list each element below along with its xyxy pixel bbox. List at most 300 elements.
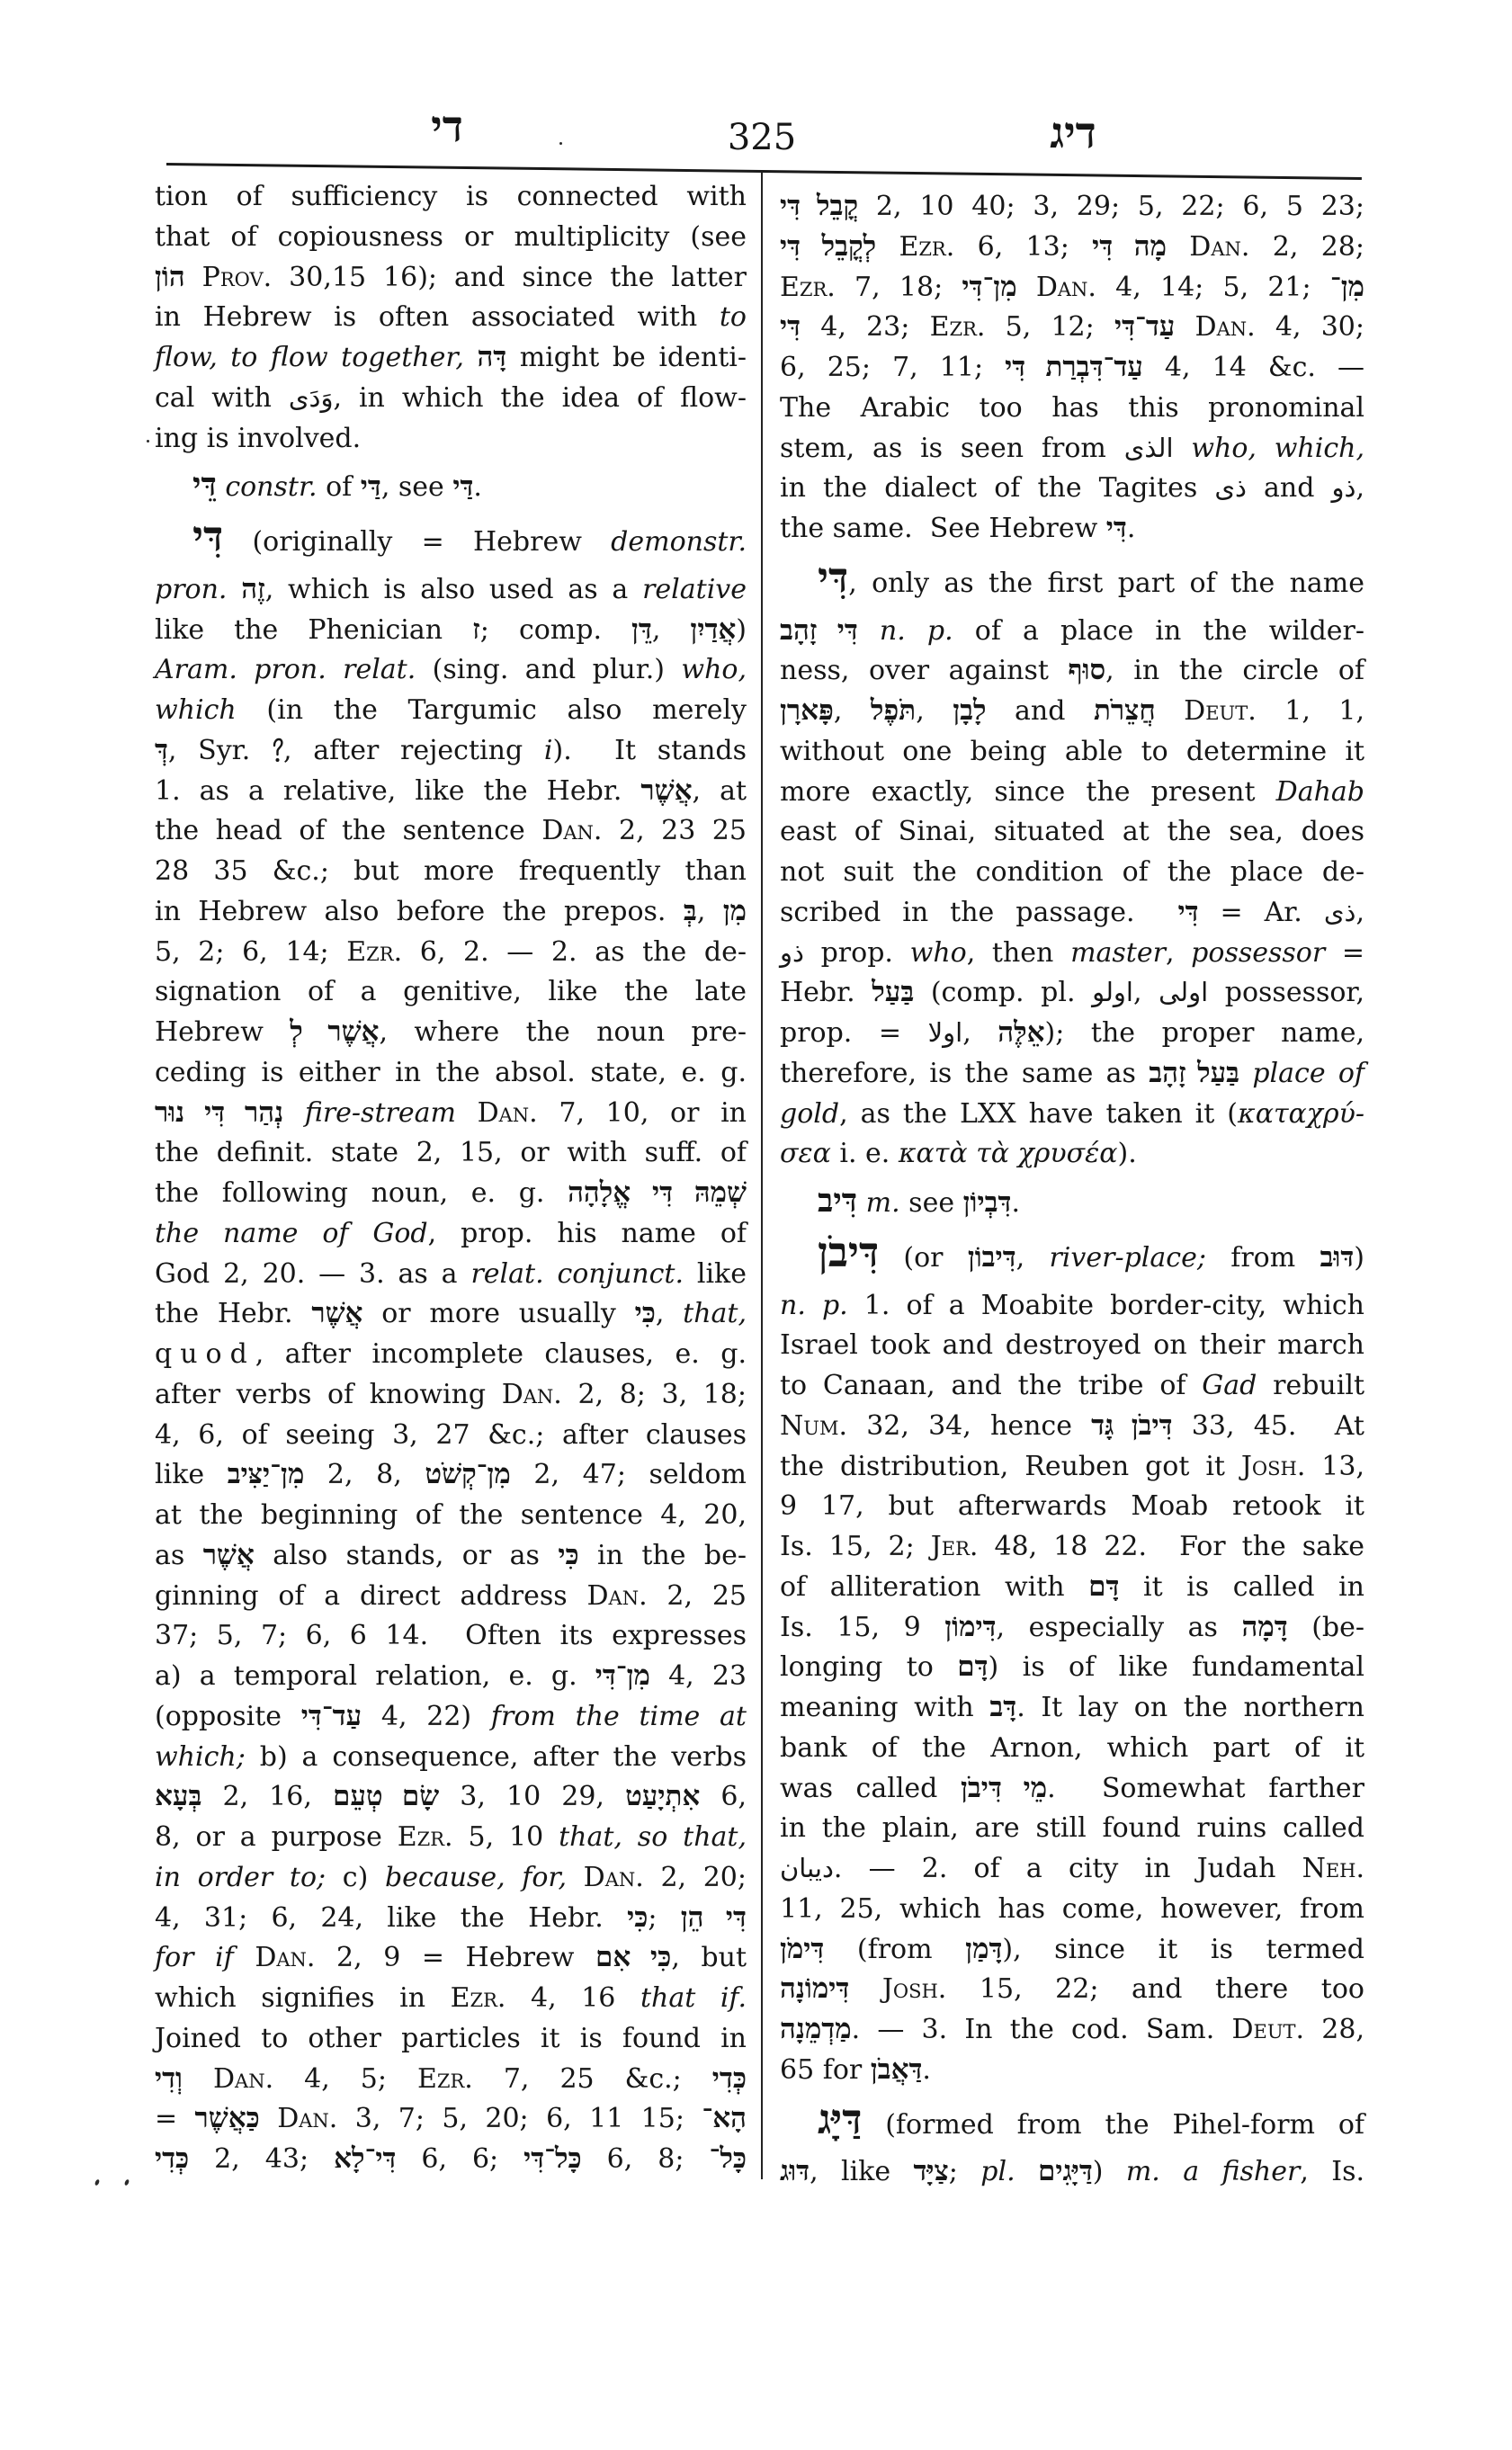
- hebrew-word: עַד־דִּי: [300, 1699, 362, 1731]
- text-line: [780, 1568, 1364, 1608]
- italic-text: pron.: [155, 573, 228, 605]
- text-line: [155, 2019, 747, 2060]
- hebrew-word: כְּדִי: [711, 2061, 747, 2094]
- text-run: . — 3. In the cod. Sam.: [851, 2014, 1232, 2046]
- book-reference: Ezr.: [346, 935, 403, 968]
- headword: דֵּי: [192, 467, 217, 504]
- text-line: [155, 1294, 747, 1335]
- text-run: the definit. state 2, 15, or with suff. of: [155, 1137, 747, 1169]
- hebrew-word: דִּי: [1105, 512, 1127, 544]
- line-content: [780, 973, 1364, 1014]
- text-run: God 2, 20. — 3. as a: [155, 1257, 471, 1290]
- text-run: east of Sinai, situated at the sea, does: [780, 816, 1364, 848]
- hebrew-word: דָּמַן: [965, 1932, 1003, 1964]
- text-run: not suit the condition of the place de-: [780, 856, 1364, 889]
- hebrew-word: דִּבְיוֹן: [962, 1186, 1012, 1219]
- text-line: [155, 1335, 747, 1375]
- text-line: [780, 1447, 1364, 1488]
- italic-text: which;: [155, 1740, 246, 1773]
- text-run: 4, 14 &c. —: [1142, 352, 1365, 384]
- text-run: like: [684, 1257, 747, 1290]
- italic-text: who, which,: [1191, 432, 1364, 464]
- line-content: [780, 651, 1364, 692]
- text-run: see: [899, 1187, 963, 1220]
- line-content: [780, 612, 1364, 652]
- line-content: [780, 389, 1364, 429]
- text-run: [283, 1097, 305, 1129]
- line-content: [155, 177, 747, 218]
- text-run: (opposite: [155, 1700, 301, 1732]
- arabic-word: اولا: [927, 1017, 963, 1049]
- line-content: [192, 514, 747, 563]
- italic-text: from the time at: [490, 1700, 747, 1732]
- text-run: , in which the idea of flow-: [333, 381, 747, 414]
- line-content: [155, 1616, 747, 1657]
- line-content: [155, 972, 747, 1013]
- text-run: in the dialect of the Tagites: [780, 472, 1215, 505]
- text-line: [155, 892, 747, 933]
- line-content: [155, 731, 747, 772]
- text-line: [155, 611, 747, 651]
- italic-text: m.: [865, 1187, 900, 1220]
- line-content: [155, 1536, 747, 1577]
- text-line: [780, 2051, 1364, 2091]
- italic-text: Dahab: [1275, 775, 1364, 808]
- italic-text: in order to;: [155, 1861, 327, 1893]
- line-content: [780, 692, 1364, 732]
- text-run: ): [1092, 2156, 1126, 2188]
- line-content: [780, 1648, 1364, 1688]
- line-content: [780, 1407, 1364, 1447]
- hebrew-word: דִּימוֹן: [944, 1610, 997, 1642]
- text-line: [780, 1648, 1364, 1688]
- hebrew-word: דִּי־לָא: [334, 2142, 397, 2175]
- line-content: [155, 1294, 747, 1335]
- book-reference: Dan.: [586, 1579, 648, 1612]
- text-run: Is. 15, 9: [780, 1611, 945, 1643]
- text-line: [155, 1455, 747, 1496]
- text-run: in the be-: [578, 1539, 747, 1571]
- line-content: [780, 1809, 1364, 1849]
- text-line: [155, 1697, 747, 1738]
- line-content: [780, 469, 1364, 509]
- text-line: [780, 2010, 1364, 2051]
- text-run: also stands, or as: [254, 1539, 559, 1571]
- text-line: [780, 1688, 1364, 1729]
- text-run: .: [1126, 513, 1136, 545]
- italic-text: possessor: [1191, 936, 1326, 969]
- text-line: [155, 772, 747, 812]
- text-run: signation of a genitive, like the late: [155, 976, 747, 1008]
- scan-speck: [94, 2178, 101, 2186]
- line-content: [780, 1487, 1364, 1527]
- text-run: , Is.: [1300, 2156, 1365, 2188]
- book-reference: Ezr.: [780, 271, 836, 303]
- text-run: [567, 1862, 584, 1893]
- line-content: [780, 348, 1364, 389]
- line-content: [780, 187, 1364, 228]
- book-reference: Josh.: [881, 1973, 947, 2006]
- hebrew-word: אֲשֶׁר: [202, 1538, 255, 1570]
- text-run: 4, 14; 5, 21;: [1096, 271, 1330, 303]
- text-line: [780, 1769, 1364, 1810]
- text-run: (sing. and plur.): [416, 654, 682, 686]
- text-run: prop. =: [780, 1017, 928, 1050]
- line-content: [155, 1899, 747, 1939]
- hebrew-word: אֲדַיִן: [690, 612, 737, 645]
- column-right: [780, 187, 1364, 2193]
- hebrew-word: כִּי: [627, 1900, 649, 1933]
- text-line: [155, 2060, 747, 2100]
- text-run: 11, 25, which has come, however, from: [780, 1892, 1364, 1925]
- text-run: 6, 13;: [954, 230, 1093, 263]
- text-run: ): [736, 613, 747, 646]
- italic-text: river-place;: [1049, 1241, 1206, 1274]
- book-reference: Deut.: [1231, 2014, 1305, 2046]
- text-line: [780, 1286, 1364, 1327]
- hebrew-word: בַּעַל: [872, 976, 915, 1008]
- headword: דִּי: [192, 514, 224, 560]
- text-run: . — 2. of a city in Judah: [833, 1853, 1302, 1885]
- text-run: 3, 7; 5, 20; 6, 11 15;: [337, 2103, 702, 2135]
- greek-word: σεα: [780, 1138, 831, 1170]
- hebrew-word: מִן־דִּי: [962, 270, 1017, 302]
- book-reference: Josh.: [1240, 1450, 1306, 1482]
- italic-text: m. a fisher: [1125, 2156, 1301, 2188]
- text-line: [780, 1095, 1364, 1135]
- line-content: [780, 1890, 1364, 1930]
- text-run: Is. 15, 2;: [780, 1531, 931, 1563]
- text-line: [780, 893, 1364, 934]
- text-run: ); the proper name,: [1044, 1017, 1364, 1050]
- hebrew-word: הוֹן: [155, 260, 185, 292]
- text-run: (in the Targumic also merely: [236, 694, 747, 727]
- line-content: [818, 1229, 1364, 1279]
- text-run: [858, 615, 880, 647]
- text-run: 7, 18;: [835, 271, 962, 303]
- hebrew-word: שְׁמֵהּ דִּי אֱלָהָה: [568, 1176, 747, 1209]
- text-run: ,: [916, 695, 953, 728]
- book-reference: Ezr.: [450, 1982, 506, 2015]
- italic-text: demonstr.: [611, 526, 747, 559]
- hebrew-word: דָּם: [1088, 1569, 1120, 1602]
- text-run: [227, 574, 241, 605]
- line-content: [780, 1054, 1364, 1095]
- text-run: [1015, 2156, 1038, 2187]
- text-run: 7, 10, or in: [537, 1096, 747, 1129]
- text-line: [155, 1536, 747, 1577]
- text-run: ,: [1015, 1241, 1050, 1274]
- text-run: (be-: [1287, 1611, 1364, 1643]
- text-run: from: [1205, 1241, 1320, 1274]
- text-line: [780, 1890, 1364, 1930]
- text-run: 2, 8,: [304, 1459, 425, 1491]
- text-run: a) a temporal relation, e. g.: [155, 1660, 595, 1693]
- line-content: [780, 1568, 1364, 1608]
- text-line: [780, 2096, 1364, 2153]
- line-content: [818, 554, 1364, 604]
- text-line: [780, 732, 1364, 773]
- text-line: [780, 1849, 1364, 1890]
- line-content: [155, 1416, 747, 1456]
- text-run: , Syr.: [167, 734, 272, 766]
- hebrew-word: כַּאֲשֶׁר: [194, 2102, 260, 2134]
- text-run: [183, 2063, 213, 2095]
- text-run: 5, 12;: [985, 311, 1114, 344]
- text-line: [780, 651, 1364, 692]
- text-run: bank of the Arnon, which part of it: [780, 1731, 1364, 1764]
- italic-text: who: [909, 936, 967, 969]
- text-run: like: [155, 1459, 228, 1491]
- text-run: ,: [833, 695, 871, 728]
- text-run: ,: [1165, 936, 1192, 969]
- text-run: 6, 2. — 2. as the de-: [402, 935, 747, 968]
- text-run: 9 17, but afterwards Moab retook it: [780, 1490, 1364, 1523]
- line-content: [155, 258, 747, 299]
- syriac-dalath-icon: [272, 738, 283, 765]
- text-line: [155, 379, 747, 419]
- hebrew-word: נְהַר דִּי נוּר: [155, 1095, 284, 1128]
- text-run: [1167, 231, 1189, 263]
- hebrew-word: אִתְיָעַט: [625, 1780, 701, 1812]
- scan-speck: [124, 2178, 130, 2186]
- text-line: [155, 811, 747, 852]
- hebrew-word: דִּי זָהָב: [780, 613, 858, 646]
- text-run: , especially as: [996, 1611, 1242, 1643]
- text-line: [780, 612, 1364, 652]
- text-line: [780, 429, 1364, 469]
- text-line: [780, 1014, 1364, 1054]
- line-content: [780, 1366, 1364, 1407]
- text-line: [780, 268, 1364, 308]
- arabic-word: ذو: [1331, 472, 1356, 504]
- book-reference: Ezr.: [899, 230, 955, 263]
- text-line: [155, 218, 747, 258]
- line-content: [192, 468, 482, 508]
- arabic-word: ديبان: [780, 1853, 834, 1884]
- italic-text: to: [719, 301, 747, 334]
- text-line: [780, 1527, 1364, 1568]
- line-content: [155, 1697, 747, 1738]
- text-run: longing to: [780, 1651, 958, 1684]
- text-run: ,: [696, 895, 723, 927]
- text-run: 30,15 16); and since the latter: [272, 261, 747, 293]
- text-run: of a place in the wilder-: [953, 614, 1364, 647]
- text-run: as: [155, 1539, 203, 1571]
- text-line: [155, 1255, 747, 1295]
- hebrew-word: דֵּן: [631, 612, 652, 645]
- text-run: , after incomplete clauses, e. g.: [255, 1338, 747, 1371]
- text-line: [155, 1938, 747, 1979]
- italic-text: that if.: [640, 1982, 747, 2015]
- italic-text: constr.: [225, 471, 318, 504]
- text-line: [780, 1608, 1364, 1649]
- text-run: 4, 6, of seeing 3, 27 &c.; after clauses: [155, 1418, 747, 1451]
- hebrew-word: פָּארָן: [780, 694, 834, 727]
- hebrew-word: שָׂם טְעֵם: [332, 1780, 440, 1812]
- text-run: 6, 25; 7, 11;: [780, 352, 1006, 384]
- text-run: , prop. his name of: [427, 1217, 747, 1249]
- spaced-text: quod: [155, 1338, 255, 1371]
- text-run: ) is of like fundamental: [988, 1651, 1364, 1684]
- line-content: [155, 1979, 747, 2019]
- line-content: [155, 379, 747, 419]
- text-run: [1239, 1058, 1252, 1089]
- text-run: like the Phenician: [155, 613, 473, 646]
- text-line: [155, 2099, 747, 2140]
- line-content: [155, 650, 747, 691]
- text-run: it is called in: [1119, 1570, 1364, 1603]
- book-reference: Ezr.: [416, 2062, 473, 2095]
- line-content: [818, 2096, 1364, 2146]
- text-run: and: [1246, 472, 1332, 505]
- text-line: [155, 258, 747, 299]
- text-line: [780, 469, 1364, 509]
- line-content: [155, 811, 747, 852]
- text-line: [780, 554, 1364, 612]
- text-run: (formed from the Pihel-form of: [862, 2108, 1364, 2141]
- text-run: ). It stands: [552, 734, 747, 766]
- text-run: . Somewhat farther: [1047, 1772, 1364, 1804]
- line-content: [155, 1214, 747, 1255]
- text-line: [155, 1053, 747, 1094]
- text-run: , as the LXX have taken it (: [839, 1097, 1239, 1130]
- line-content: [155, 1133, 747, 1174]
- italic-text: which: [155, 694, 237, 727]
- line-content: [780, 1688, 1364, 1729]
- text-run: (originally = Hebrew: [223, 526, 612, 559]
- text-line: [155, 972, 747, 1013]
- book-reference: Dan.: [1035, 271, 1096, 303]
- text-run: 2, 28;: [1249, 230, 1364, 263]
- text-line: [155, 2140, 747, 2180]
- text-run: 6,: [700, 1781, 747, 1813]
- text-run: [217, 471, 226, 503]
- text-line: [155, 514, 747, 570]
- text-line: [155, 1858, 747, 1899]
- text-run: i. e.: [830, 1138, 899, 1170]
- text-line: [155, 338, 747, 379]
- text-line: [155, 731, 747, 772]
- text-run: ): [1354, 1241, 1364, 1274]
- line-content: [155, 1938, 747, 1979]
- text-run: in Hebrew is often associated with: [155, 301, 720, 334]
- hebrew-word: סוּף: [1068, 654, 1106, 686]
- text-run: 28,: [1304, 2014, 1364, 2046]
- text-line: [155, 1133, 747, 1174]
- hebrew-word: דִּימֹן: [780, 1932, 825, 1964]
- hebrew-word: מִן־קְשֹׁט: [425, 1458, 511, 1490]
- italic-text: who,: [681, 654, 747, 686]
- text-line: [155, 650, 747, 691]
- text-line: [780, 1930, 1364, 1971]
- text-line: [780, 187, 1364, 228]
- book-reference: Dan.: [213, 2062, 274, 2095]
- text-run: 4, 22): [362, 1700, 491, 1732]
- line-content: [780, 1970, 1364, 2010]
- text-run: . It lay on the northern: [1016, 1692, 1364, 1724]
- text-run: , then: [966, 936, 1071, 969]
- text-run: 4, 23: [649, 1660, 747, 1693]
- text-line: [780, 773, 1364, 813]
- text-run: 7, 25 &c.;: [472, 2062, 712, 2095]
- italic-text: relat. conjunct.: [470, 1257, 684, 1290]
- hebrew-word: הָא־: [702, 2102, 747, 2134]
- hebrew-word: כְּדִי: [155, 2142, 190, 2175]
- text-run: , see: [380, 471, 453, 504]
- hebrew-word: זֶה: [241, 572, 265, 604]
- text-line: [155, 298, 747, 338]
- italic-text: fire-stream: [304, 1096, 456, 1129]
- text-run: 6, 8;: [581, 2143, 710, 2176]
- line-content: [780, 1134, 1137, 1175]
- text-line: [155, 177, 747, 218]
- italic-text: the name of God: [155, 1217, 428, 1249]
- text-line: [780, 1729, 1364, 1769]
- text-run: 2, 23 25: [602, 815, 747, 847]
- hebrew-word: דָּב: [989, 1691, 1017, 1723]
- hebrew-word: צַיָּד: [913, 2155, 949, 2187]
- text-line: [155, 1174, 747, 1214]
- text-line: [155, 570, 747, 611]
- arabic-word: اولى: [1159, 977, 1209, 1008]
- text-run: of alliteration with: [780, 1570, 1089, 1603]
- text-line: [155, 1777, 747, 1818]
- hebrew-word: לָבָן: [953, 694, 987, 727]
- hebrew-word: כִּי: [634, 1297, 656, 1329]
- hebrew-word: מִן־יַצִּיב: [227, 1458, 305, 1490]
- text-line: [780, 1487, 1364, 1527]
- text-run: in the plain, are still found ruins called: [780, 1812, 1364, 1845]
- line-content: [155, 892, 747, 933]
- text-run: at the beginning of the sentence 4, 20,: [155, 1499, 747, 1532]
- text-line: [155, 1738, 747, 1778]
- hebrew-word: דַּאֲבֹן: [870, 2052, 923, 2085]
- line-content: [155, 611, 747, 651]
- hebrew-word: דִּיבוֹן: [967, 1240, 1016, 1273]
- text-line: [155, 691, 747, 731]
- line-content: [780, 812, 1364, 853]
- hebrew-word: דַּי: [360, 470, 381, 503]
- text-run: , but: [671, 1942, 747, 1974]
- text-line: [780, 348, 1364, 389]
- line-content: [155, 691, 747, 731]
- text-run: , at: [692, 774, 747, 807]
- text-run: 3, 10 29,: [439, 1781, 626, 1813]
- text-run: which signifies in: [155, 1982, 451, 2015]
- text-run: therefore, is the same as: [780, 1057, 1150, 1089]
- text-line: [155, 1616, 747, 1657]
- text-run: tion of sufficiency is connected with: [155, 181, 747, 213]
- text-run: [456, 1097, 478, 1129]
- hebrew-word: דָּם: [957, 1650, 989, 1683]
- text-run: 2, 43;: [189, 2143, 335, 2176]
- headword: דַּיָּג: [818, 2096, 863, 2142]
- text-run: 37; 5, 7; 6, 6 14. Often its expresses: [155, 1620, 747, 1652]
- text-run: ginning of a direct address: [155, 1579, 587, 1612]
- line-content: [780, 509, 1135, 550]
- greek-word: κατὰ τὰ χρυσέα: [898, 1138, 1118, 1170]
- text-run: more exactly, since the present: [780, 775, 1276, 808]
- text-line: [155, 1416, 747, 1456]
- line-content: [155, 419, 361, 460]
- page-number: 325: [727, 117, 797, 158]
- text-run: 65 for: [780, 2053, 871, 2086]
- line-content: [155, 338, 747, 379]
- hebrew-word: דִּי: [780, 310, 801, 343]
- text-run: , only as the first part of the name: [848, 567, 1364, 599]
- text-line: [155, 1013, 747, 1053]
